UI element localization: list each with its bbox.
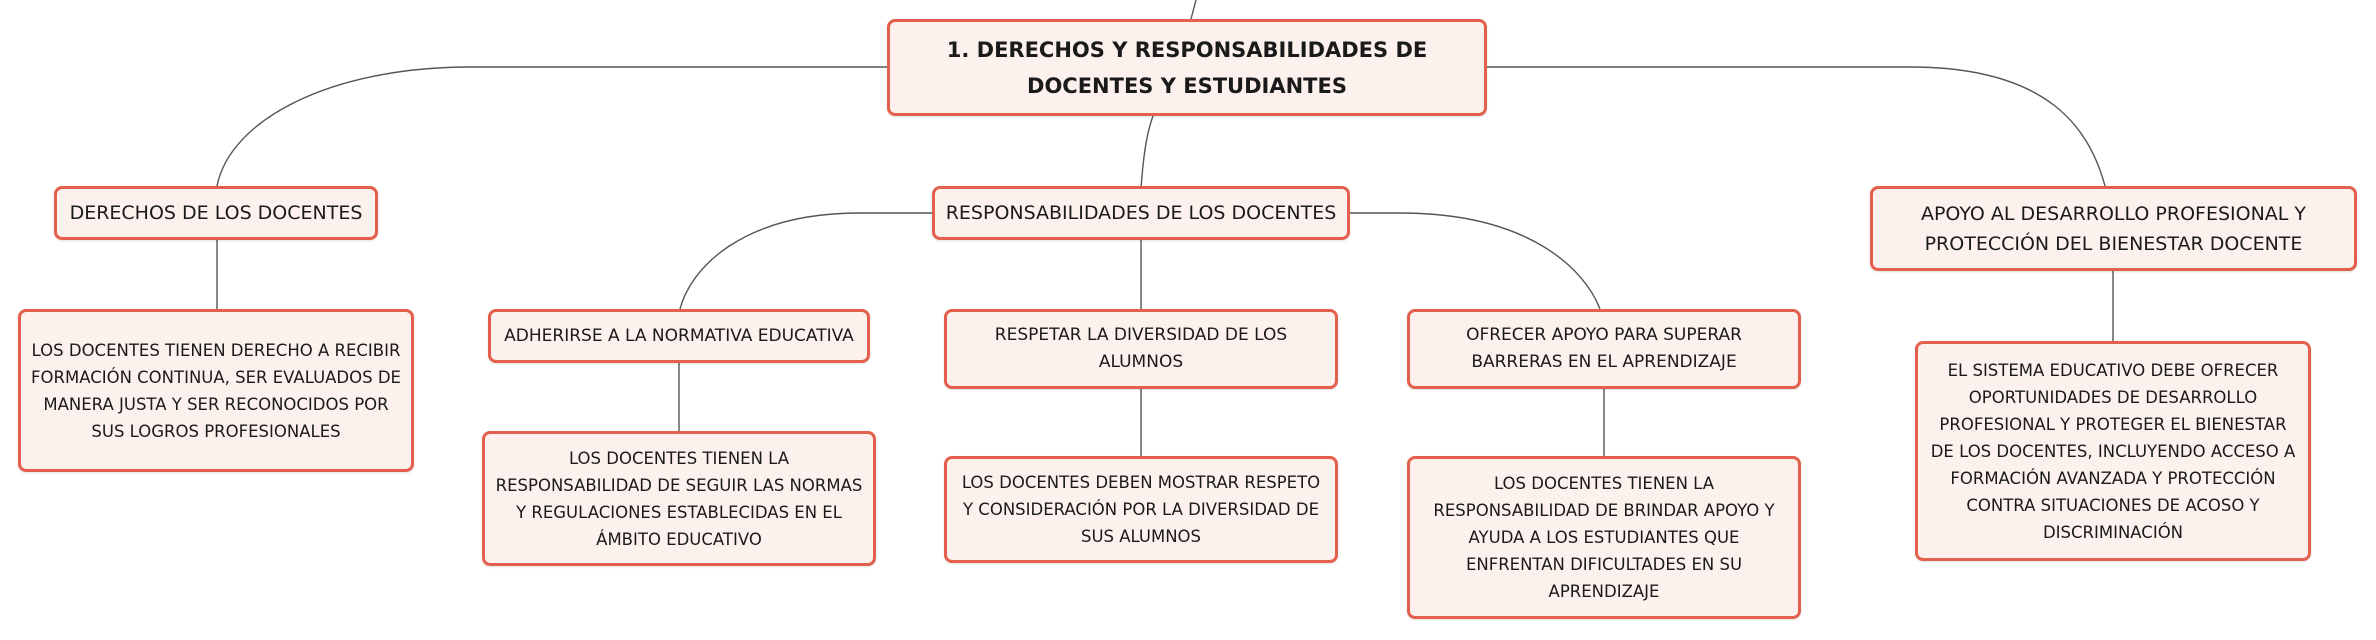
detail-barreras-label: LOS DOCENTES TIENEN LA RESPONSABILIDAD DE BRINDAR APOYO Y AYUDA A LOS ESTUDIANTES QUE ENFRENTAN DIFICULTADES EN SU APRENDIZAJE (1433, 474, 1775, 601)
connector-resp-normativa (680, 213, 932, 309)
topic-derechos-docentes[interactable] (54, 186, 378, 240)
detail-normativa-educativa[interactable] (482, 431, 876, 566)
topic-apoyo-label: APOYO AL DESARROLLO PROFESIONAL Y PROTECCIÓN DEL BIENESTAR DOCENTE (1920, 202, 2307, 255)
subtopic-normativa-educativa[interactable] (488, 309, 870, 363)
topic-responsabilidades-docentes[interactable] (932, 186, 1350, 240)
subtopic-diversidad-alumnos[interactable] (944, 309, 1338, 389)
detail-derechos-label: LOS DOCENTES TIENEN DERECHO A RECIBIR FORMACIÓN CONTINUA, SER EVALUADOS DE MANERA JUSTA Y SER RECONOCIDOS POR SUS LOGROS PROFESIONALES (31, 340, 401, 441)
central-topic-label: 1. DERECHOS Y RESPONSABILIDADES DE DOCENTES Y ESTUDIANTES (946, 37, 1428, 98)
connector-resp-barreras (1350, 213, 1600, 309)
central-topic-node[interactable] (887, 19, 1487, 116)
detail-apoyo-desarrollo[interactable] (1915, 341, 2311, 561)
topic-responsabilidades-label: RESPONSABILIDADES DE LOS DOCENTES (945, 202, 1337, 224)
detail-diversidad-label: LOS DOCENTES DEBEN MOSTRAR RESPETO Y CONSIDERACIÓN POR LA DIVERSIDAD DE SUS ALUMNOS (961, 473, 1321, 546)
connector-root-derechos (217, 67, 887, 186)
connector-root-responsabilidades (1141, 116, 1153, 189)
connector-root-incoming (1191, 0, 1196, 19)
detail-barreras-aprendizaje[interactable] (1407, 456, 1801, 619)
topic-derechos-label: DERECHOS DE LOS DOCENTES (69, 202, 363, 224)
subtopic-barreras-aprendizaje[interactable] (1407, 309, 1801, 389)
connector-root-apoyo (1487, 67, 2105, 186)
detail-normativa-label: LOS DOCENTES TIENEN LA RESPONSABILIDAD DE SEGUIR LAS NORMAS Y REGULACIONES ESTABLECIDAS EN EL ÁMBITO EDUCATIVO (495, 448, 863, 549)
detail-diversidad-alumnos[interactable] (944, 456, 1338, 563)
detail-apoyo-label: EL SISTEMA EDUCATIVO DEBE OFRECER OPORTUNIDADES DE DESARROLLO PROFESIONAL Y PROTEGER EL BIENESTAR DE LOS DOCENTES, INCLUYENDO ACCESO A FORMACIÓN AVANZADA Y PROTECCIÓN CONTRA SITUACIONES DE ACOSO Y DISCRIMINACIÓN (1930, 360, 2296, 542)
detail-derechos-docentes[interactable] (18, 309, 414, 472)
topic-apoyo-desarrollo[interactable] (1870, 186, 2357, 271)
subtopic-diversidad-label: RESPETAR LA DIVERSIDAD DE LOS ALUMNOS (994, 325, 1288, 372)
subtopic-normativa-label: ADHERIRSE A LA NORMATIVA EDUCATIVA (504, 325, 854, 346)
subtopic-barreras-label: OFRECER APOYO PARA SUPERAR BARRERAS EN EL APRENDIZAJE (1466, 325, 1742, 372)
